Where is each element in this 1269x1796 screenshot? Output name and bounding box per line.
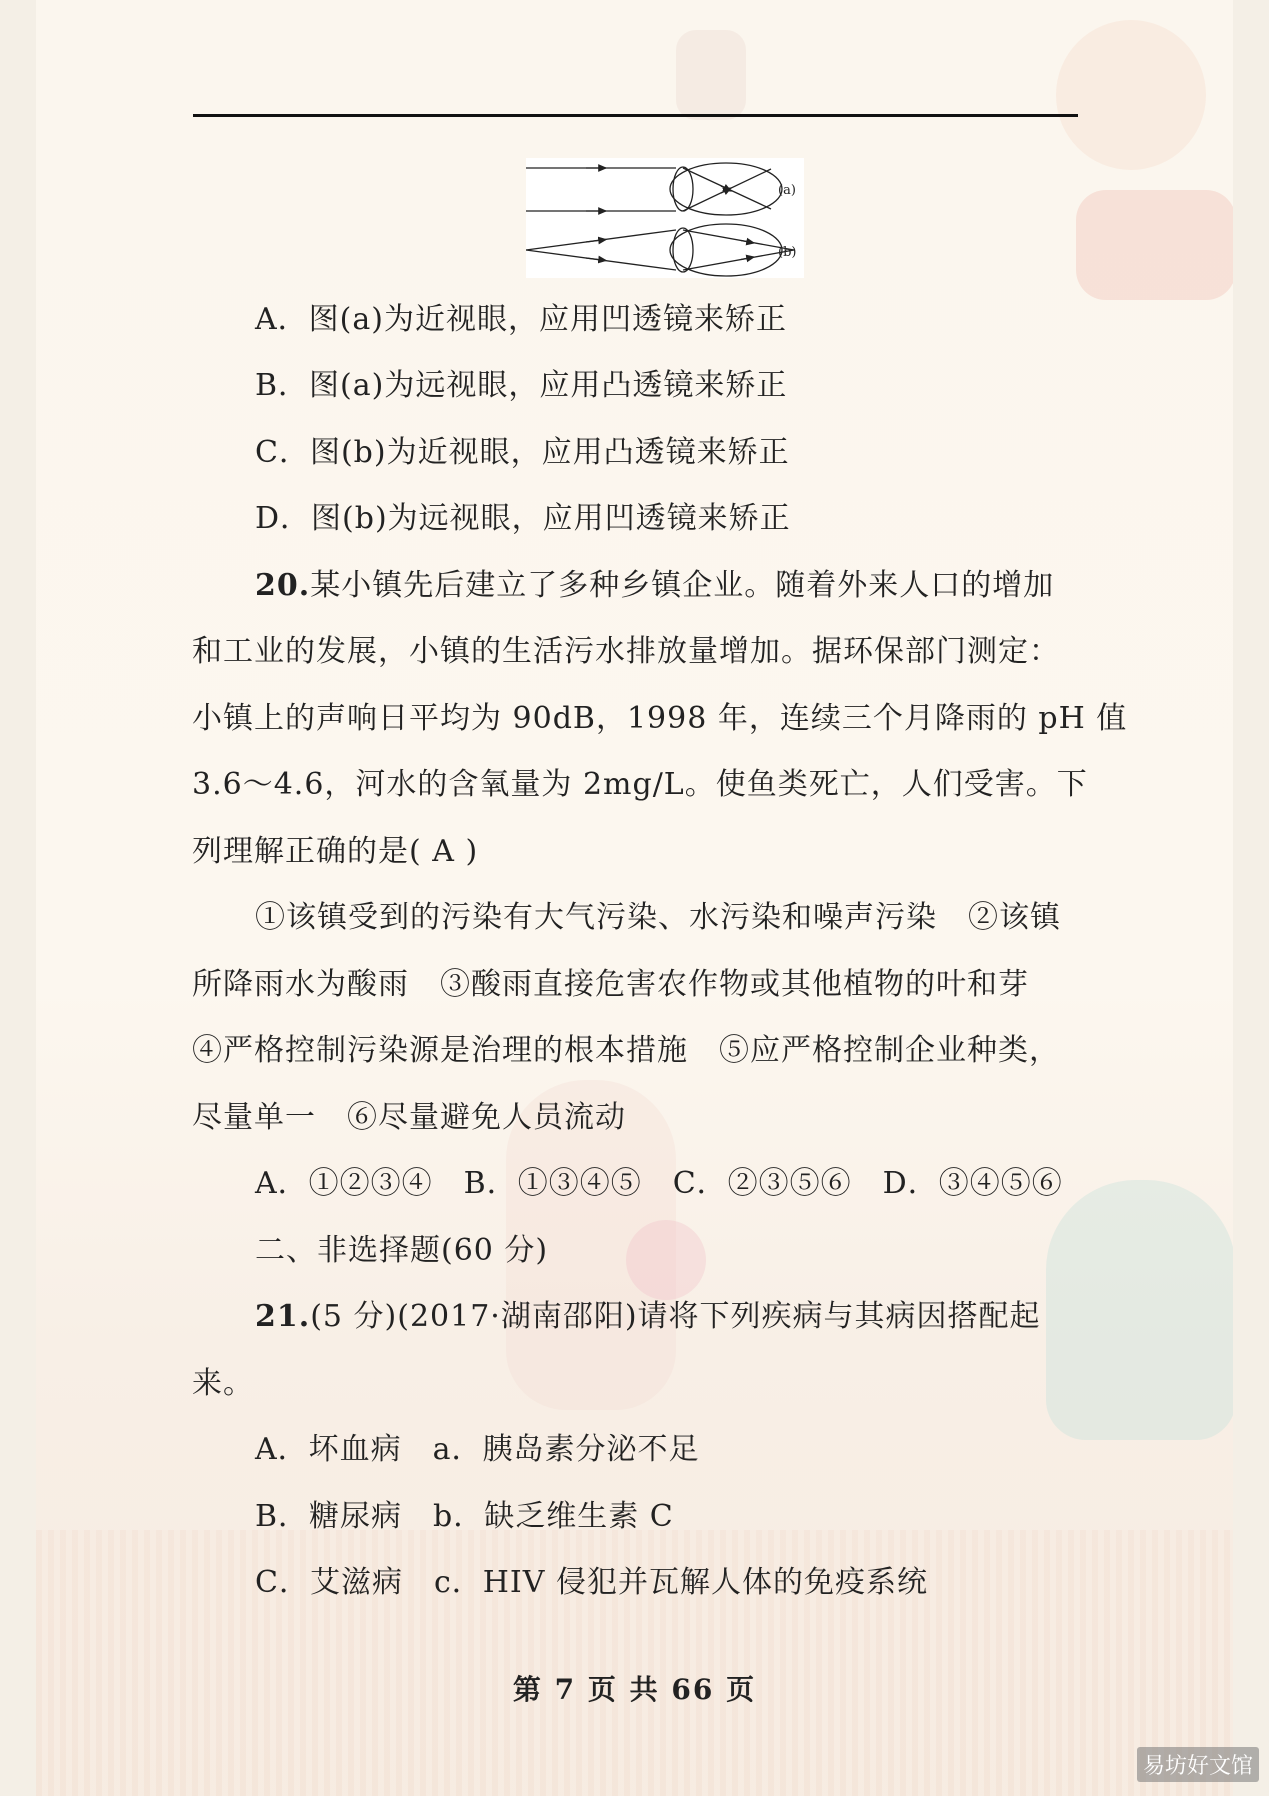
q21-line-1 <box>255 1297 1145 1337</box>
q20-text: 某小镇先后建立了多种乡镇企业。随着外来人口的增加 <box>310 568 1055 603</box>
q19-option-c: C．图(b)为近视眼，应用凸透镜来矫正 <box>255 435 790 470</box>
q19-option-b: B．图(a)为远视眼，应用凸透镜来矫正 <box>255 368 788 403</box>
background-decoration <box>1056 20 1206 170</box>
q21-pair-a: A．坏血病 a．胰岛素分泌不足 <box>255 1432 700 1467</box>
q20-line-4: 3.6～4.6，河水的含氧量为 2mg/L。使鱼类死亡，人们受害。下 <box>192 767 1088 802</box>
section-title: 二、非选择题(60 分) <box>255 1233 549 1268</box>
q20-line-2: 和工业的发展，小镇的生活污水排放量增加。据环保部门测定： <box>192 634 1060 669</box>
q21-number: 21. <box>255 1299 311 1334</box>
q20-statement-4: 尽量单一 ⑥尽量避免人员流动 <box>192 1100 626 1135</box>
watermark: 易坊好文馆 <box>1137 1747 1259 1782</box>
q20-number: 20. <box>255 568 311 603</box>
eye-diagram <box>526 158 804 278</box>
q19-option-d: D．图(b)为远视眼，应用凹透镜来矫正 <box>255 501 791 536</box>
q21-text: (5 分)(2017·湖南邵阳)请将下列疾病与其病因搭配起 <box>310 1299 1041 1334</box>
q20-line-1 <box>255 566 1145 606</box>
q20-statement-2: 所降雨水为酸雨 ③酸雨直接危害农作物或其他植物的叶和芽 <box>192 967 1029 1002</box>
q20-statement-1: ①该镇受到的污染有大气污染、水污染和噪声污染 ②该镇 <box>255 900 1061 935</box>
background-decoration <box>676 30 746 120</box>
figure-label-b: (b) <box>778 245 797 260</box>
q21-pair-c: C．艾滋病 c．HIV 侵犯并瓦解人体的免疫系统 <box>255 1565 928 1600</box>
q20-line-5: 列理解正确的是( A ) <box>192 834 479 869</box>
header-rule <box>193 114 1078 117</box>
q20-line-3: 小镇上的声响日平均为 90dB，1998 年，连续三个月降雨的 pH 值 <box>192 701 1128 736</box>
figure-label-a: (a) <box>778 183 796 198</box>
background-decoration <box>1076 190 1233 300</box>
q20-options: A．①②③④ B．①③④⑤ C．②③⑤⑥ D．③④⑤⑥ <box>255 1166 1063 1201</box>
q21-pair-b: B．糖尿病 b．缺乏维生素 C <box>255 1499 674 1534</box>
page-footer: 第 7 页 共 66 页 <box>512 1673 757 1706</box>
q21-line-2: 来。 <box>192 1366 254 1401</box>
q19-option-a: A．图(a)为近视眼，应用凹透镜来矫正 <box>255 302 787 337</box>
q20-statement-3: ④严格控制污染源是治理的根本措施 ⑤应严格控制企业种类， <box>192 1033 1060 1068</box>
